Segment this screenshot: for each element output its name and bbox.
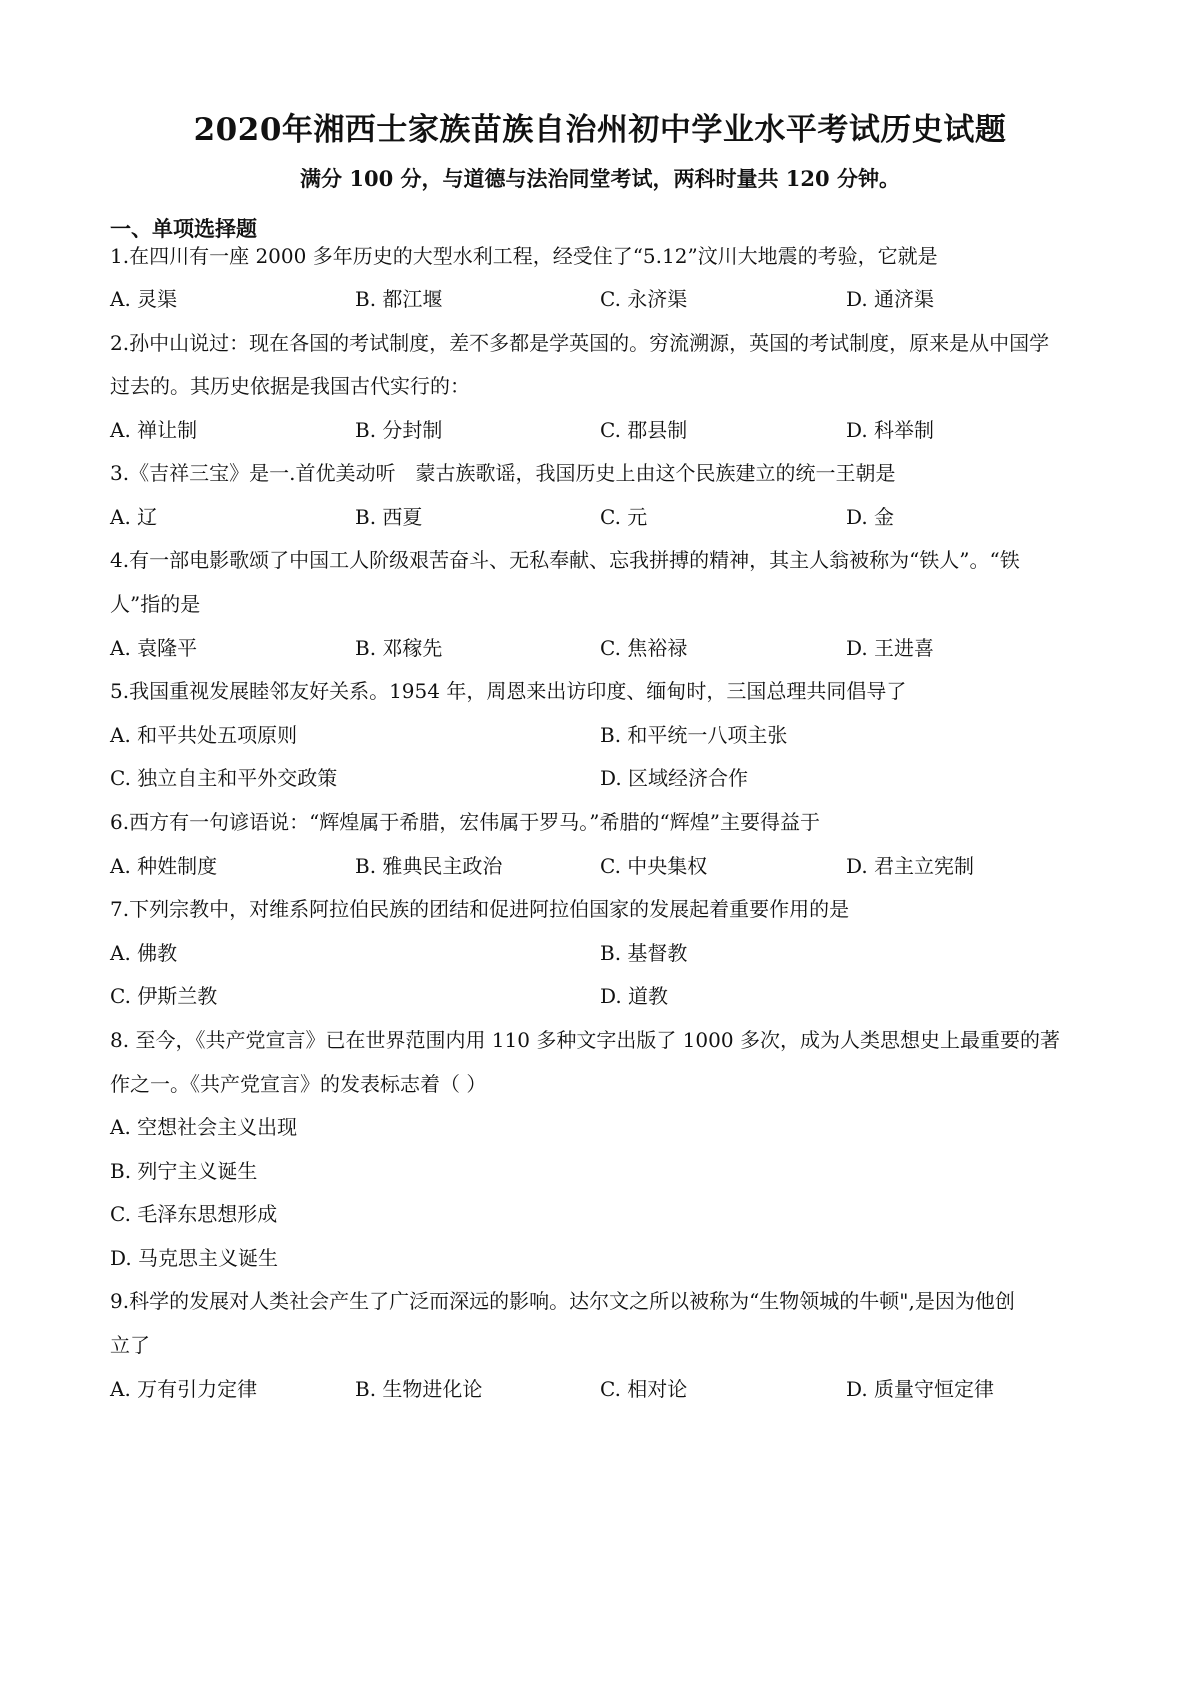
question-4-stem-line-1: 4.有一部电影歌颂了中国工人阶级艰苦奋斗、无私奉献、忘我拼搏的精神，其主人翁被称为“铁人”。“铁 bbox=[110, 548, 1020, 572]
question-3-option-c: C. 元 bbox=[600, 505, 648, 529]
question-5-option-a: A. 和平共处五项原则 bbox=[110, 723, 298, 747]
question-8-option-b: B. 列宁主义诞生 bbox=[110, 1159, 258, 1183]
question-6-stem: 6.西方有一句谚语说：“辉煌属于希腊，宏伟属于罗马。”希腊的“辉煌”主要得益于 bbox=[110, 810, 820, 834]
question-3-option-a: A. 辽 bbox=[110, 505, 158, 529]
question-6-option-c: C. 中央集权 bbox=[600, 854, 708, 878]
question-2-option-a: A. 禅让制 bbox=[110, 418, 198, 442]
question-1-stem: 1.在四川有一座 2000 多年历史的大型水利工程，经受住了“5.12”汶川大地震的考验，它就是 bbox=[110, 244, 938, 268]
question-1-option-a: A. 灵渠 bbox=[110, 287, 178, 311]
question-3-option-b: B. 西夏 bbox=[355, 505, 423, 529]
exam-title: 2020年湘西士家族苗族自治州初中学业水平考试历史试题 bbox=[193, 112, 1007, 148]
question-4-option-c: C. 焦裕禄 bbox=[600, 636, 688, 660]
question-4-option-d: D. 王进喜 bbox=[846, 636, 935, 660]
question-9-option-d: D. 质量守恒定律 bbox=[846, 1377, 995, 1401]
question-6-option-b: B. 雅典民主政治 bbox=[355, 854, 503, 878]
question-6-option-d: D. 君主立宪制 bbox=[846, 854, 975, 878]
question-9-stem-line-1: 9.科学的发展对人类社会产生了广泛而深远的影响。达尔文之所以被称为“生物领城的牛顿",是因为他创 bbox=[110, 1289, 1015, 1313]
question-7-stem: 7.下列宗教中，对维系阿拉伯民族的团结和促进阿拉伯国家的发展起着重要作用的是 bbox=[110, 897, 850, 921]
question-9-option-c: C. 相对论 bbox=[600, 1377, 688, 1401]
question-2-options bbox=[110, 414, 1100, 442]
question-7-option-d: D. 道教 bbox=[600, 984, 669, 1008]
question-4-option-a: A. 袁隆平 bbox=[110, 636, 198, 660]
question-3-options bbox=[110, 501, 1100, 529]
question-5-option-c: C. 独立自主和平外交政策 bbox=[110, 766, 338, 790]
question-3-stem: 3.《吉祥三宝》是一.首优美动听 蒙古族歌谣，我国历史上由这个民族建立的统一王朝是 bbox=[110, 461, 896, 485]
question-2-stem-line-2: 过去的。其历史依据是我国古代实行的： bbox=[110, 374, 470, 398]
question-5-stem: 5.我国重视发展睦邻友好关系。1954 年，周恩来出访印度、缅甸时，三国总理共同倡导了 bbox=[110, 679, 907, 703]
question-8-option-d: D. 马克思主义诞生 bbox=[110, 1246, 279, 1270]
question-4-stem-line-2: 人”指的是 bbox=[110, 592, 201, 616]
question-5-options-row-2 bbox=[110, 762, 1100, 790]
question-6-option-a: A. 种姓制度 bbox=[110, 854, 218, 878]
question-1-option-b: B. 都江堰 bbox=[355, 287, 443, 311]
question-2-option-c: C. 郡县制 bbox=[600, 418, 688, 442]
question-8-stem-line-1: 8. 至今，《共产党宣言》已在世界范围内用 110 多种文字出版了 1000 多次，成为人类思想史上最重要的著 bbox=[110, 1028, 1060, 1052]
question-9-options bbox=[110, 1373, 1100, 1401]
question-1-options bbox=[110, 283, 1100, 311]
question-8-stem-line-2: 作之一。《共产党宣言》的发表标志着（ ） bbox=[110, 1072, 487, 1096]
question-8-option-a: A. 空想社会主义出现 bbox=[110, 1115, 298, 1139]
question-2-option-b: B. 分封制 bbox=[355, 418, 443, 442]
section-heading: 一、单项选择题 bbox=[110, 216, 257, 241]
question-9-option-a: A. 万有引力定律 bbox=[110, 1377, 258, 1401]
question-1-option-d: D. 通济渠 bbox=[846, 287, 935, 311]
question-6-options bbox=[110, 850, 1100, 878]
question-5-option-d: D. 区域经济合作 bbox=[600, 766, 749, 790]
question-5-options-row-1 bbox=[110, 719, 1100, 747]
question-7-option-b: B. 基督教 bbox=[600, 941, 688, 965]
question-1-option-c: C. 永济渠 bbox=[600, 287, 688, 311]
question-9-option-b: B. 生物进化论 bbox=[355, 1377, 483, 1401]
question-3-option-d: D. 金 bbox=[846, 505, 895, 529]
question-9-stem-line-2: 立了 bbox=[110, 1333, 150, 1357]
question-2-stem-line-1: 2.孙中山说过：现在各国的考试制度，差不多都是学英国的。穷流溯源，英国的考试制度，原来是从中国学 bbox=[110, 331, 1050, 355]
question-4-options bbox=[110, 632, 1100, 660]
question-8-option-c: C. 毛泽东思想形成 bbox=[110, 1202, 278, 1226]
question-7-option-a: A. 佛教 bbox=[110, 941, 178, 965]
question-5-option-b: B. 和平统一八项主张 bbox=[600, 723, 788, 747]
question-7-options-row-2 bbox=[110, 980, 1100, 1008]
question-4-option-b: B. 邓稼先 bbox=[355, 636, 443, 660]
exam-subtitle: 满分 100 分，与道德与法治同堂考试，两科时量共 120 分钟。 bbox=[300, 166, 900, 191]
question-2-option-d: D. 科举制 bbox=[846, 418, 935, 442]
question-7-option-c: C. 伊斯兰教 bbox=[110, 984, 218, 1008]
question-7-options-row-1 bbox=[110, 937, 1100, 965]
